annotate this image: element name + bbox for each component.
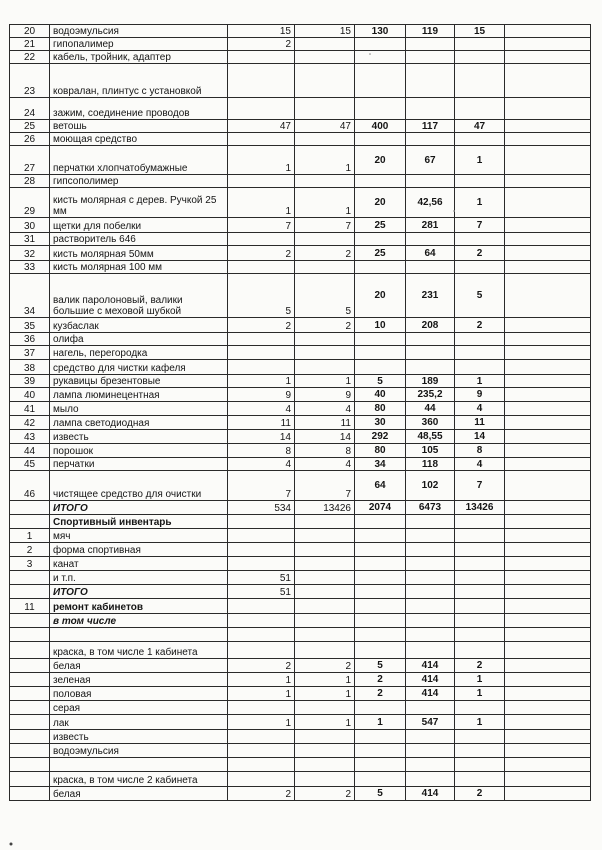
- cell-c: 20: [355, 188, 406, 218]
- cell-a: 2: [228, 318, 295, 333]
- cell-c: 30: [355, 416, 406, 430]
- cell-name: мяч: [50, 529, 228, 543]
- cell-c: 2074: [355, 501, 406, 515]
- cell-a: 4: [228, 458, 295, 471]
- cell-name: чистящее средство для очистки: [50, 471, 228, 501]
- cell-name: ИТОГО: [50, 501, 228, 515]
- cell-n: 22: [10, 51, 50, 64]
- cell-name: мыло: [50, 402, 228, 416]
- cell-name: краска, в том числе 2 кабинета: [50, 772, 228, 787]
- cell-e: 2: [455, 659, 505, 673]
- cell-c: 20: [355, 146, 406, 175]
- cell-c: 10: [355, 318, 406, 333]
- cell-n: 38: [10, 360, 50, 375]
- cell-a: 534: [228, 501, 295, 515]
- cell-c: 1: [355, 715, 406, 730]
- cell-d: 414: [406, 787, 455, 801]
- cell-a: 4: [228, 402, 295, 416]
- cell-name: лампа люминецентная: [50, 388, 228, 402]
- cell-e: 9: [455, 388, 505, 402]
- cell-n: 24: [10, 98, 50, 120]
- cell-d: 117: [406, 120, 455, 133]
- cell-c: 64: [355, 471, 406, 501]
- cell-name: водоэмульсия: [50, 744, 228, 758]
- cell-name: перчатки: [50, 458, 228, 471]
- cell-e: 15: [455, 25, 505, 38]
- cell-a: 8: [228, 444, 295, 458]
- cell-name: гипсополимер: [50, 175, 228, 188]
- cell-c: 2: [355, 687, 406, 701]
- cell-n: 35: [10, 318, 50, 333]
- cell-c: 130: [355, 25, 406, 38]
- cell-e: 1: [455, 715, 505, 730]
- cell-n: 25: [10, 120, 50, 133]
- cell-name: моющая средство: [50, 133, 228, 146]
- cell-e: 5: [455, 274, 505, 318]
- cell-e: 1: [455, 146, 505, 175]
- cell-b: 7: [295, 218, 355, 233]
- cell-name: кисть молярная 50мм: [50, 246, 228, 261]
- cell-d: 547: [406, 715, 455, 730]
- cell-n: 3: [10, 557, 50, 571]
- cell-c: 5: [355, 375, 406, 388]
- cell-n: 42: [10, 416, 50, 430]
- cell-name: кабель, тройник, адаптер: [50, 51, 228, 64]
- cell-name: половая: [50, 687, 228, 701]
- cell-name: лампа светодиодная: [50, 416, 228, 430]
- cell-n: 26: [10, 133, 50, 146]
- cell-d: 235,2: [406, 388, 455, 402]
- cell-name: известь: [50, 430, 228, 444]
- cell-n: 41: [10, 402, 50, 416]
- cell-b: 1: [295, 687, 355, 701]
- cell-n: 39: [10, 375, 50, 388]
- cell-d: 105: [406, 444, 455, 458]
- cell-b: 2: [295, 318, 355, 333]
- cell-n: 23: [10, 64, 50, 98]
- cell-a: 1: [228, 375, 295, 388]
- cell-name: форма спортивная: [50, 543, 228, 557]
- cell-a: 15: [228, 25, 295, 38]
- cell-e: 1: [455, 673, 505, 687]
- cell-name: ИТОГО: [50, 585, 228, 599]
- cell-a: 11: [228, 416, 295, 430]
- cell-d: 119: [406, 25, 455, 38]
- cell-n: 30: [10, 218, 50, 233]
- cell-name: порошок: [50, 444, 228, 458]
- cell-name: ковралан, плинтус с установкой: [50, 64, 228, 98]
- cell-n: 20: [10, 25, 50, 38]
- cell-c: 80: [355, 402, 406, 416]
- cell-a: 51: [228, 571, 295, 585]
- cell-name: краска, в том числе 1 кабинета: [50, 642, 228, 659]
- cell-a: 9: [228, 388, 295, 402]
- cell-a: 7: [228, 471, 295, 501]
- cell-b: 1: [295, 146, 355, 175]
- cell-e: 1: [455, 375, 505, 388]
- cell-b: 9: [295, 388, 355, 402]
- cell-name: белая: [50, 787, 228, 801]
- cell-c: 80: [355, 444, 406, 458]
- cell-name: нагель, перегородка: [50, 346, 228, 360]
- cell-n: 11: [10, 599, 50, 614]
- cell-b: 1: [295, 188, 355, 218]
- cell-b: 8: [295, 444, 355, 458]
- cell-d: 42,56: [406, 188, 455, 218]
- cell-a: 2: [228, 38, 295, 51]
- cell-a: 1: [228, 188, 295, 218]
- cell-name: кисть молярная 100 мм: [50, 261, 228, 274]
- cell-n: 37: [10, 346, 50, 360]
- cell-b: 1: [295, 673, 355, 687]
- cell-name: валик паролоновый, валики большие с меховой шубкой: [50, 274, 228, 318]
- cell-d: 48,55: [406, 430, 455, 444]
- cell-a: 7: [228, 218, 295, 233]
- cell-c: 25: [355, 218, 406, 233]
- cell-name: растворитель 646: [50, 233, 228, 246]
- cell-a: 2: [228, 246, 295, 261]
- cell-d: 414: [406, 687, 455, 701]
- cell-b: 2: [295, 787, 355, 801]
- cell-d: 6473: [406, 501, 455, 515]
- cell-name: зажим, соединение проводов: [50, 98, 228, 120]
- cell-e: 7: [455, 218, 505, 233]
- cell-b: 1: [295, 375, 355, 388]
- cell-a: 1: [228, 146, 295, 175]
- cell-a: 47: [228, 120, 295, 133]
- cell-a: 1: [228, 715, 295, 730]
- cell-b: 2: [295, 659, 355, 673]
- cell-name: кисть молярная с дерев. Ручкой 25 мм: [50, 188, 228, 218]
- cell-name: перчатки хлопчатобумажные: [50, 146, 228, 175]
- cell-d: 189: [406, 375, 455, 388]
- cell-b: 4: [295, 402, 355, 416]
- cell-n: 28: [10, 175, 50, 188]
- cell-n: 46: [10, 471, 50, 501]
- cell-b: 15: [295, 25, 355, 38]
- cell-n: 32: [10, 246, 50, 261]
- cell-name: кузбаслак: [50, 318, 228, 333]
- cell-n: 43: [10, 430, 50, 444]
- cell-c: 20: [355, 274, 406, 318]
- cell-name: гипопалимер: [50, 38, 228, 51]
- cell-name: олифа: [50, 333, 228, 346]
- cell-b: 7: [295, 471, 355, 501]
- cell-b: 14: [295, 430, 355, 444]
- cell-name: и т.п.: [50, 571, 228, 585]
- cell-name: в том числе: [50, 614, 228, 628]
- cell-b: 13426: [295, 501, 355, 515]
- cell-b: 47: [295, 120, 355, 133]
- cell-b: 5: [295, 274, 355, 318]
- cell-n: 44: [10, 444, 50, 458]
- cell-c: 292: [355, 430, 406, 444]
- cell-a: 2: [228, 659, 295, 673]
- cell-name: Спортивный инвентарь: [50, 515, 228, 529]
- cell-name: водоэмульсия: [50, 25, 228, 38]
- cell-n: 45: [10, 458, 50, 471]
- cell-a: 14: [228, 430, 295, 444]
- cell-d: 231: [406, 274, 455, 318]
- cell-name: средство для чистки кафеля: [50, 360, 228, 375]
- cell-a: 2: [228, 787, 295, 801]
- cell-name: серая: [50, 701, 228, 715]
- cell-name: ремонт кабинетов: [50, 599, 228, 614]
- cell-name: лак: [50, 715, 228, 730]
- cell-d: 44: [406, 402, 455, 416]
- cell-name: белая: [50, 659, 228, 673]
- cell-e: 2: [455, 787, 505, 801]
- cell-b: 1: [295, 715, 355, 730]
- cell-c: 5: [355, 787, 406, 801]
- cell-e: 2: [455, 246, 505, 261]
- cell-d: 360: [406, 416, 455, 430]
- cell-n: 31: [10, 233, 50, 246]
- cell-a: 51: [228, 585, 295, 599]
- cell-d: 67: [406, 146, 455, 175]
- cell-n: 2: [10, 543, 50, 557]
- cell-c: 25: [355, 246, 406, 261]
- cell-c: 5: [355, 659, 406, 673]
- cell-name: канат: [50, 557, 228, 571]
- cell-n: 1: [10, 529, 50, 543]
- cell-n: 33: [10, 261, 50, 274]
- cell-c: 400: [355, 120, 406, 133]
- cell-name: зеленая: [50, 673, 228, 687]
- cell-e: 47: [455, 120, 505, 133]
- cell-e: 14: [455, 430, 505, 444]
- cell-e: 13426: [455, 501, 505, 515]
- cell-n: 29: [10, 188, 50, 218]
- cell-d: 414: [406, 659, 455, 673]
- cell-a: 5: [228, 274, 295, 318]
- cell-d: 118: [406, 458, 455, 471]
- cell-d: 64: [406, 246, 455, 261]
- cell-n: 27: [10, 146, 50, 175]
- cell-name: рукавицы брезентовые: [50, 375, 228, 388]
- cell-name: щетки для побелки: [50, 218, 228, 233]
- cell-e: 7: [455, 471, 505, 501]
- cell-d: 102: [406, 471, 455, 501]
- cell-name: ветошь: [50, 120, 228, 133]
- cell-e: 8: [455, 444, 505, 458]
- cell-n: 21: [10, 38, 50, 51]
- cell-b: 4: [295, 458, 355, 471]
- cell-b: 11: [295, 416, 355, 430]
- cell-n: 36: [10, 333, 50, 346]
- cell-e: 1: [455, 687, 505, 701]
- cell-a: 1: [228, 673, 295, 687]
- cell-e: 2: [455, 318, 505, 333]
- cell-d: 208: [406, 318, 455, 333]
- cell-b: 2: [295, 246, 355, 261]
- cell-e: 11: [455, 416, 505, 430]
- cell-c: 2: [355, 673, 406, 687]
- cell-c: 40: [355, 388, 406, 402]
- cell-e: 4: [455, 458, 505, 471]
- cell-name: известь: [50, 730, 228, 744]
- cell-d: 281: [406, 218, 455, 233]
- cell-n: 34: [10, 274, 50, 318]
- cell-a: 1: [228, 687, 295, 701]
- cell-e: 1: [455, 188, 505, 218]
- cell-c: 34: [355, 458, 406, 471]
- cell-e: 4: [455, 402, 505, 416]
- cell-d: 414: [406, 673, 455, 687]
- cell-n: 40: [10, 388, 50, 402]
